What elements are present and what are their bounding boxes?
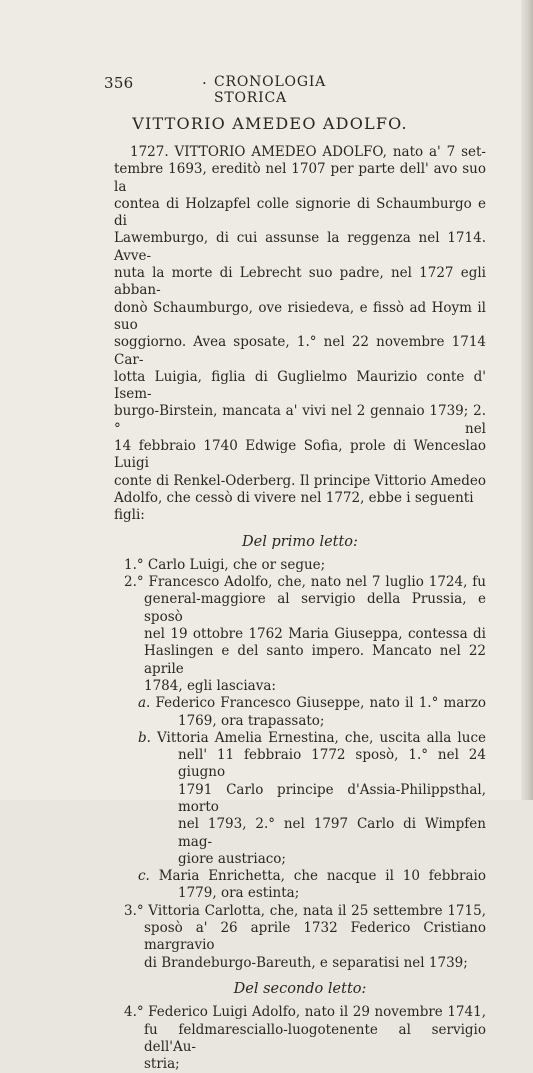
paragraph-line: contea di Holzapfel colle signorie di Schaumburgo e di [114, 195, 486, 230]
sub-item-line [138, 729, 486, 747]
subheading-second-marriage: Del secondo letto: [233, 980, 367, 997]
running-header [104, 74, 404, 106]
paragraph-line: burgo-Birstein, mancata a' vivi nel 2 gennaio 1739; 2.° nel [114, 403, 486, 437]
sub-item-line: 1769, ora trapassato; [178, 712, 325, 729]
sub-item-line [138, 868, 486, 885]
list-item-line: 4.° Federico Luigi Adolfo, nato il 29 novembre 1741, [124, 1004, 486, 1021]
page-number: 356 [104, 74, 134, 92]
sub-item [138, 729, 486, 868]
body-text [114, 144, 486, 1073]
list-item [114, 903, 486, 972]
sub-item-marker: c. [138, 868, 150, 885]
paragraph-line: lotta Luigia, figlia di Guglielmo Maurizio conte d' Isem- [114, 368, 486, 403]
sub-item-marker: b. [138, 729, 151, 746]
sub-item-text: Maria Enrichetta, che nacque il 10 febbraio [158, 868, 486, 885]
list-item-line: sposò a' 26 aprile 1732 Federico Cristiano margravio [144, 920, 486, 954]
list-item-line: nel 19 ottobre 1762 Maria Giuseppa, contessa di [144, 626, 486, 643]
children-first-marriage [114, 557, 486, 972]
sub-item-text: Federico Francesco Giuseppe, nato il 1.° marzo [155, 695, 486, 712]
sub-item-line: nell' 11 febbraio 1772 sposò, 1.° nel 24 giugno [178, 747, 486, 781]
list-item-line: stria; [144, 1056, 180, 1073]
paragraph-line: Adolfo, che cessò di vivere nel 1772, ebbe i seguenti figli: [114, 489, 474, 524]
paragraph-line: nuta la morte di Lebrecht suo padre, nel 1727 egli abban- [114, 265, 486, 299]
paragraph-line: tembre 1693, ereditò nel 1707 per parte dell' avo suo la [114, 161, 486, 195]
paragraph-line: conte di Renkel-Oderberg. Il principe Vittorio Amedeo [114, 472, 486, 489]
list-item-line: 1.° Carlo Luigi, che or segue; [124, 556, 326, 573]
list-item [114, 1004, 486, 1073]
sub-item-line [138, 695, 486, 712]
sub-item-marker: a. [138, 695, 151, 712]
list-item-line: general-maggiore al servigio della Prussia, e sposò [144, 591, 486, 625]
list-item-line: di Brandeburgo-Bareuth, e separatisi nel 1739; [144, 954, 468, 971]
paragraph-line: soggiorno. Avea sposate, 1.° nel 22 novembre 1714 Car- [114, 334, 486, 368]
list-item-line: 3.° Vittoria Carlotta, che, nata il 25 settembre 1715, [124, 902, 486, 919]
list-item-line: 1784, egli lasciava: [144, 677, 276, 694]
list-item-line: fu feldmaresciallo-luogotenente al servigio dell'Au- [144, 1021, 486, 1055]
sub-item-line: giore austriaco; [178, 850, 286, 867]
list-item-line: Haslingen e del santo impero. Mancato nel 22 aprile [144, 643, 486, 677]
sub-item-line: nel 1793, 2.° nel 1797 Carlo di Wimpfen mag- [178, 816, 486, 850]
list-item-line: 2.° Francesco Adolfo, che, nato nel 7 luglio 1724, fu [124, 574, 486, 591]
paragraph-line: donò Schaumburgo, ove risiedeva, e fissò ad Hoym il suo [114, 299, 486, 333]
header-dot: · [202, 74, 208, 92]
page-edge-shadow [521, 0, 533, 800]
sub-item [138, 868, 486, 903]
sub-item-text: Vittoria Amelia Ernestina, che, uscita alla luce [157, 729, 486, 746]
sub-item [138, 695, 486, 730]
section-title: VITTORIO AMEDEO ADOLFO. [132, 114, 408, 133]
paragraph-line: 14 febbraio 1740 Edwige Sofia, prole di Wenceslao Luigi [114, 438, 486, 472]
intro-paragraph [114, 144, 486, 525]
list-item [114, 574, 486, 903]
running-title: CRONOLOGIA STORICA [214, 74, 327, 106]
paragraph-line: 1727. VITTORIO AMEDEO ADOLFO, nato a' 7 set- [130, 144, 486, 160]
children-second-marriage [114, 1004, 486, 1073]
subheading-first-marriage: Del primo letto: [242, 533, 358, 550]
list-item [114, 557, 486, 574]
sub-item-line: 1779, ora estinta; [178, 885, 300, 902]
sub-item-line: 1791 Carlo principe d'Assia-Philippsthal, morto [178, 781, 486, 815]
paragraph-line: Lawemburgo, di cui assunse la reggenza nel 1714. Avve- [114, 230, 486, 264]
